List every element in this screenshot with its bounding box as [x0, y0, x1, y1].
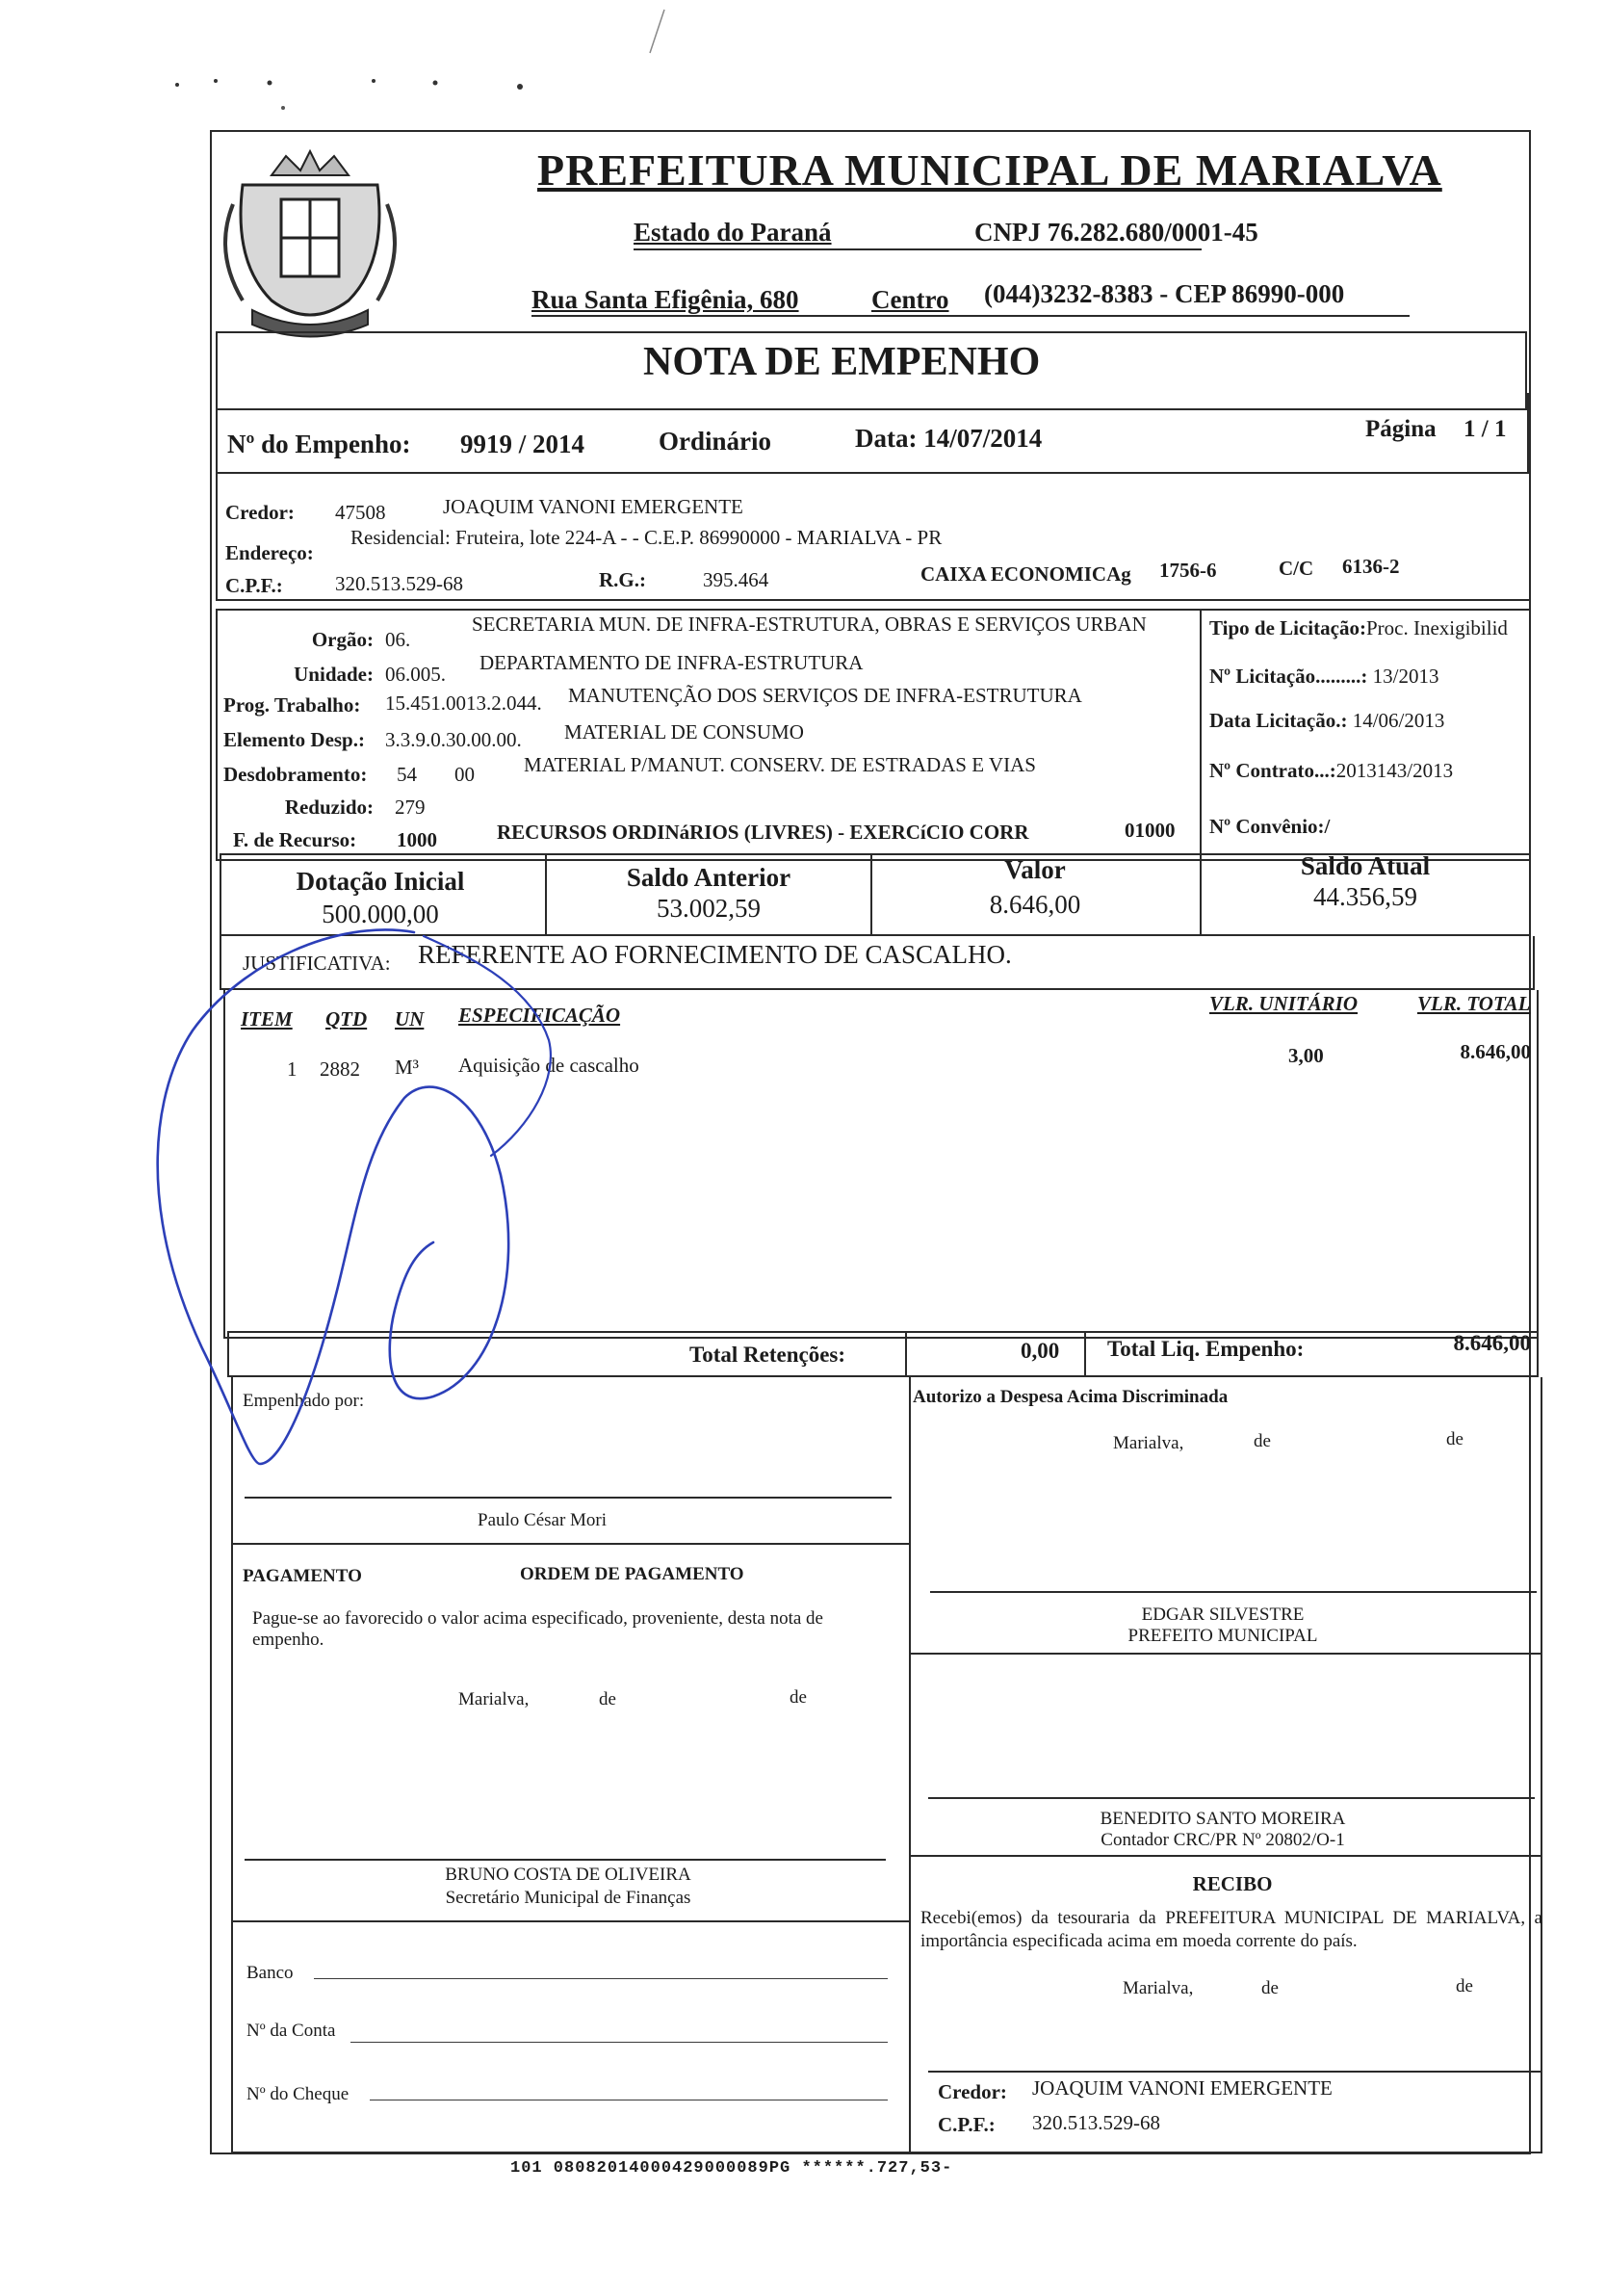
prefeito-role: PREFEITO MUNICIPAL [1127, 1626, 1318, 1646]
lower-center-divider [909, 1377, 911, 2153]
licitacao-num-label: Nº Licitação.........: 13/2013 [1209, 665, 1439, 688]
secretario-role: Secretário Municipal de Finanças [445, 1888, 691, 1908]
desd-value: MATERIAL P/MANUT. CONSERV. DE ESTRADAS E VIAS [524, 753, 1036, 776]
col-qtd-header: QTD [325, 1007, 368, 1031]
col-item-header: ITEM [241, 1007, 293, 1031]
contrato-label: Nº Contrato...:2013143/2013 [1209, 759, 1454, 782]
cnpj-label: CNPJ 76.282.680/0001-45 [974, 218, 1258, 247]
saldo-atual-label: Saldo Atual [1300, 851, 1431, 880]
prog-value: MANUTENÇÃO DOS SERVIÇOS DE INFRA-ESTRUTURA [568, 684, 1082, 707]
recibo-credor-label: Credor: [938, 2080, 1007, 2103]
unidade-code: 06.005. [385, 663, 446, 686]
address-value: Residencial: Fruteira, lote 224-A - - C.E.P. 86990000 - MARIALVA - PR [350, 526, 943, 549]
row-unit: 3,00 [1288, 1044, 1324, 1067]
row-item: 1 [287, 1057, 298, 1081]
page-value: 1 / 1 [1464, 416, 1507, 442]
recibo-cpf-label: C.P.F.: [938, 2113, 996, 2136]
recibo-credor-name: JOAQUIM VANONI EMERGENTE [1032, 2076, 1333, 2100]
justificativa-label: JUSTIFICATIVA: [243, 952, 391, 975]
totals-div-1 [905, 1331, 907, 1377]
municipality-title: PREFEITURA MUNICIPAL DE MARIALVA [537, 145, 1442, 195]
banco-label: Banco [246, 1963, 294, 1983]
state-label: Estado do Paraná [634, 218, 832, 247]
col-un-header: UN [395, 1007, 425, 1031]
pagamento-city: Marialva, [458, 1689, 530, 1709]
conta-label: Nº da Conta [246, 2021, 336, 2041]
page-label: Página [1365, 416, 1437, 442]
autorizo-label: Autorizo a Despesa Acima Discriminada [913, 1387, 1229, 1407]
elem-label: Elemento Desp.: [223, 728, 365, 751]
rg-label: R.G.: [599, 568, 646, 591]
row-total: 8.646,00 [1460, 1040, 1531, 1063]
empenhado-label: Empenhado por: [243, 1391, 365, 1411]
pagamento-text: Pague-se ao favorecido o valor acima especificado, proveniente, desta nota de empenho. [252, 1608, 823, 1650]
recibo-text: Recebi(emos) da tesouraria da PREFEITURA MUNICIPAL DE MARIALVA, a importância especificada acima em moeda corrente do país. [920, 1908, 1542, 1951]
recibo-city: Marialva, [1123, 1978, 1194, 1998]
recibo-de-1: de [1261, 1978, 1279, 1998]
pagamento-de-1: de [599, 1689, 616, 1709]
fonte-label: F. de Recurso: [233, 828, 357, 851]
retencoes-label: Total Retenções: [689, 1343, 846, 1367]
liq-empenho-label: Total Liq. Empenho: [1107, 1337, 1305, 1361]
secretario-name: BRUNO COSTA DE OLIVEIRA [445, 1865, 691, 1885]
contador-sign-line [928, 1797, 1535, 1799]
valor-value: 8.646,00 [989, 890, 1081, 919]
district-label: Centro [871, 285, 949, 314]
signature-scribble [144, 925, 587, 1483]
orgao-value: SECRETARIA MUN. DE INFRA-ESTRUTURA, OBRAS E SERVIÇOS URBAN [472, 613, 1147, 636]
dotacao-divider [1200, 609, 1202, 861]
doc-title: NOTA DE EMPENHO [643, 340, 1041, 384]
desd-b: 00 [454, 763, 475, 786]
pagamento-label: PAGAMENTO [243, 1566, 362, 1586]
autorizo-de-1: de [1254, 1431, 1271, 1451]
banco-line [314, 1978, 888, 1979]
empenhado-sign-line [245, 1497, 892, 1499]
address-label: Endereço: [225, 541, 314, 564]
contador-name: BENEDITO SANTO MOREIRA [1100, 1809, 1346, 1829]
recibo-title: RECIBO [1192, 1872, 1273, 1895]
autorizo-city: Marialva, [1113, 1433, 1184, 1453]
ordem-pagamento-label: ORDEM DE PAGAMENTO [520, 1564, 744, 1584]
desd-a: 54 [397, 763, 417, 786]
conta-line [350, 2042, 888, 2043]
contador-role: Contador CRC/PR Nº 20802/O-1 [1101, 1830, 1345, 1850]
prefeito-sign-line [930, 1591, 1537, 1593]
cheque-label: Nº do Cheque [246, 2084, 350, 2104]
cpf-label: C.P.F.: [225, 574, 283, 597]
scan-marks [164, 0, 895, 125]
cc-label: C/C [1279, 557, 1314, 580]
credor-name: JOAQUIM VANONI EMERGENTE [443, 495, 743, 518]
fonte-num: 01000 [1125, 819, 1176, 842]
row-un: M³ [395, 1056, 419, 1079]
bank-agency: 1756-6 [1159, 559, 1217, 582]
elem-value: MATERIAL DE CONSUMO [564, 720, 804, 744]
saldo-atual-value: 44.356,59 [1313, 882, 1417, 911]
fonte-code: 1000 [397, 828, 437, 851]
footer-code: 101 08082014000429000089PG ******.727,53- [510, 2159, 953, 2178]
prog-label: Prog. Trabalho: [223, 693, 361, 717]
empenho-number: 9919 / 2014 [460, 430, 585, 458]
totals-div-2 [1084, 1331, 1086, 1377]
prefeito-name: EDGAR SILVESTRE [1141, 1605, 1305, 1625]
contador-bottom [909, 1855, 1542, 1857]
prog-code: 15.451.0013.2.044. [385, 691, 542, 715]
secretario-bottom [231, 1920, 909, 1922]
street-label: Rua Santa Efigênia, 680 [531, 285, 799, 314]
credor-label: Credor: [225, 501, 295, 524]
valor-label: Valor [1004, 855, 1066, 884]
row-qtd: 2882 [320, 1057, 360, 1081]
lower-frame [231, 1377, 1542, 2153]
licitacao-tipo-label: Tipo de Licitação:Proc. Inexigibilid [1209, 616, 1508, 639]
cc-value: 6136-2 [1342, 555, 1400, 578]
reduzido-value: 279 [395, 796, 426, 819]
empenhado-name: Paulo César Mori [478, 1510, 608, 1530]
retencoes-value: 0,00 [1021, 1339, 1060, 1363]
rg-value: 395.464 [703, 568, 769, 591]
bank-name: CAIXA ECONOMICAg [920, 562, 1131, 586]
recibo-sign-line [928, 2071, 1542, 2073]
saldo-anterior-label: Saldo Anterior [626, 863, 791, 892]
dotacao-inicial-label: Dotação Inicial [296, 867, 465, 896]
state-underline [634, 248, 1202, 250]
convenio-label: Nº Convênio:/ [1209, 815, 1331, 838]
dotacao-inicial-value: 500.000,00 [322, 900, 439, 928]
prefeito-bottom [909, 1653, 1542, 1655]
licitacao-data-label: Data Licitação.: 14/06/2013 [1209, 709, 1445, 732]
fonte-value: RECURSOS ORDINáRIOS (LIVRES) - EXERCíCIO CORR [497, 821, 1029, 844]
desd-label: Desdobramento: [223, 763, 368, 786]
address-underline [531, 315, 1410, 317]
empenhado-bottom [231, 1543, 909, 1545]
empenho-type: Ordinário [659, 427, 772, 456]
unidade-label: Unidade: [294, 663, 374, 686]
col-total-header: VLR. TOTAL [1417, 992, 1531, 1015]
phone-cep-label: (044)3232-8383 - CEP 86990-000 [984, 279, 1345, 308]
recibo-cpf: 320.513.529-68 [1032, 2111, 1160, 2134]
orgao-label: Orgão: [311, 628, 374, 651]
unidade-value: DEPARTAMENTO DE INFRA-ESTRUTURA [479, 651, 864, 674]
pagamento-de-2: de [790, 1687, 807, 1708]
autorizo-de-2: de [1446, 1429, 1464, 1449]
saldo-anterior-value: 53.002,59 [657, 894, 761, 923]
reduzido-label: Reduzido: [284, 796, 374, 819]
coat-of-arms-icon [214, 146, 406, 349]
credor-code: 47508 [335, 501, 386, 524]
col-unit-header: VLR. UNITÁRIO [1209, 992, 1359, 1015]
cpf-value: 320.513.529-68 [335, 572, 463, 595]
justificativa-text: REFERENTE AO FORNECIMENTO DE CASCALHO. [418, 940, 1012, 969]
elem-code: 3.3.9.0.30.00.00. [385, 728, 522, 751]
empenho-number-label: Nº do Empenho: [227, 430, 411, 458]
col-spec-header: ESPECIFICAÇÃO [458, 1004, 621, 1027]
row-spec: Aquisição de cascalho [458, 1054, 639, 1077]
secretario-sign-line [245, 1859, 886, 1861]
recibo-de-2: de [1456, 1976, 1473, 1996]
empenho-date: Data: 14/07/2014 [855, 424, 1043, 453]
orgao-code: 06. [385, 628, 411, 651]
liq-empenho-value: 8.646,00 [1453, 1331, 1531, 1355]
